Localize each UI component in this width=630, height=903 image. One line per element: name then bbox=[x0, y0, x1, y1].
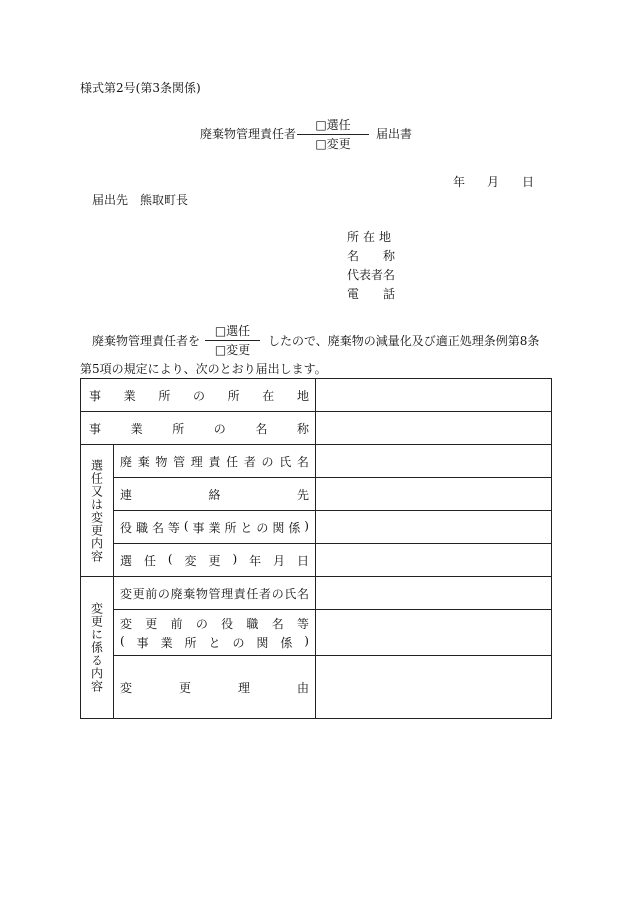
row-office-address bbox=[81, 379, 552, 412]
notification-table bbox=[80, 378, 552, 719]
reason-text: 変 更 理 由 bbox=[120, 680, 310, 695]
appoint-date-text: 選 任 ( 変 更 ) 年 月 日 bbox=[120, 551, 309, 568]
title-option-change[interactable]: □変更 bbox=[315, 137, 351, 151]
office-address-input[interactable] bbox=[316, 379, 552, 412]
office-name-label bbox=[81, 412, 316, 445]
body-line1-suffix: したので、廃棄物の減量化及び適正処理条例第8条 bbox=[268, 334, 540, 348]
reason-label bbox=[114, 656, 316, 719]
prev-position-line2: ( 事 業 所 と の 関 係 ) bbox=[120, 633, 309, 650]
body-prefix: 廃棄物管理責任者を bbox=[92, 334, 201, 348]
date-day: 日 bbox=[522, 175, 535, 189]
office-address-label bbox=[81, 379, 316, 412]
title-option-appoint[interactable]: □選任 bbox=[315, 118, 351, 132]
body-option-change[interactable]: □変更 bbox=[214, 343, 251, 357]
row-office-name bbox=[81, 412, 552, 445]
phone-label: 電話 bbox=[347, 287, 420, 301]
manager-name-text: 廃 棄 物 管 理 責 任 者 の 氏 名 bbox=[120, 454, 309, 469]
row-reason bbox=[81, 656, 552, 719]
appoint-date-label bbox=[114, 544, 316, 577]
date-year: 年 bbox=[453, 175, 466, 189]
body-options bbox=[205, 325, 260, 356]
form-number: 様式第2号(第3条関係) bbox=[80, 81, 201, 95]
contact-text: 連 絡 先 bbox=[120, 487, 310, 502]
title-options bbox=[297, 119, 369, 150]
prev-position-label bbox=[114, 610, 316, 656]
prev-name-input[interactable] bbox=[316, 577, 552, 610]
prev-name-label bbox=[114, 577, 316, 610]
office-name-input[interactable] bbox=[316, 412, 552, 445]
office-address-text: 事 業 所 の 所 在 地 bbox=[89, 388, 309, 403]
row-prev-name bbox=[81, 577, 552, 610]
representative-label: 代表者名 bbox=[347, 268, 396, 282]
contact-input[interactable] bbox=[316, 478, 552, 511]
name-label: 名称 bbox=[347, 249, 420, 263]
applicant-block bbox=[347, 230, 420, 307]
prev-name-text: 変 更 前 の 廃 棄 物 管 理 責 任 者 の 氏 名 bbox=[120, 586, 309, 601]
manager-name-label bbox=[114, 445, 316, 478]
group1-label-text: 選任又は変更内容 bbox=[89, 458, 104, 563]
appoint-date-input[interactable] bbox=[316, 544, 552, 577]
group2-label-text: 変更に係る内容 bbox=[89, 602, 104, 693]
prev-position-line1: 変 更 前 の 役 職 名 等 bbox=[120, 616, 309, 631]
position-input[interactable] bbox=[316, 511, 552, 544]
prev-position-input[interactable] bbox=[316, 610, 552, 656]
manager-name-input[interactable] bbox=[316, 445, 552, 478]
body-line2: 第5項の規定により、次のとおり届出します。 bbox=[80, 362, 327, 376]
row-manager-name bbox=[81, 445, 552, 478]
title-prefix: 廃棄物管理責任者 bbox=[200, 127, 297, 141]
contact-label bbox=[114, 478, 316, 511]
position-label bbox=[114, 511, 316, 544]
reason-input[interactable] bbox=[316, 656, 552, 719]
recipient: 届出先 熊取町長 bbox=[92, 193, 189, 207]
row-prev-position bbox=[81, 610, 552, 656]
address-label: 所在地 bbox=[347, 230, 396, 244]
group1-label bbox=[81, 445, 114, 577]
group2-label bbox=[81, 577, 114, 719]
row-contact bbox=[81, 478, 552, 511]
row-position bbox=[81, 511, 552, 544]
title-suffix: 届出書 bbox=[376, 127, 413, 141]
row-appoint-date bbox=[81, 544, 552, 577]
position-text: 役 職 名 等 ( 事 業 所 と の 関 係 ) bbox=[120, 518, 309, 535]
office-name-text: 事 業 所 の 名 称 bbox=[89, 421, 309, 436]
body-option-appoint[interactable]: □選任 bbox=[214, 324, 251, 338]
date-month: 月 bbox=[487, 175, 500, 189]
